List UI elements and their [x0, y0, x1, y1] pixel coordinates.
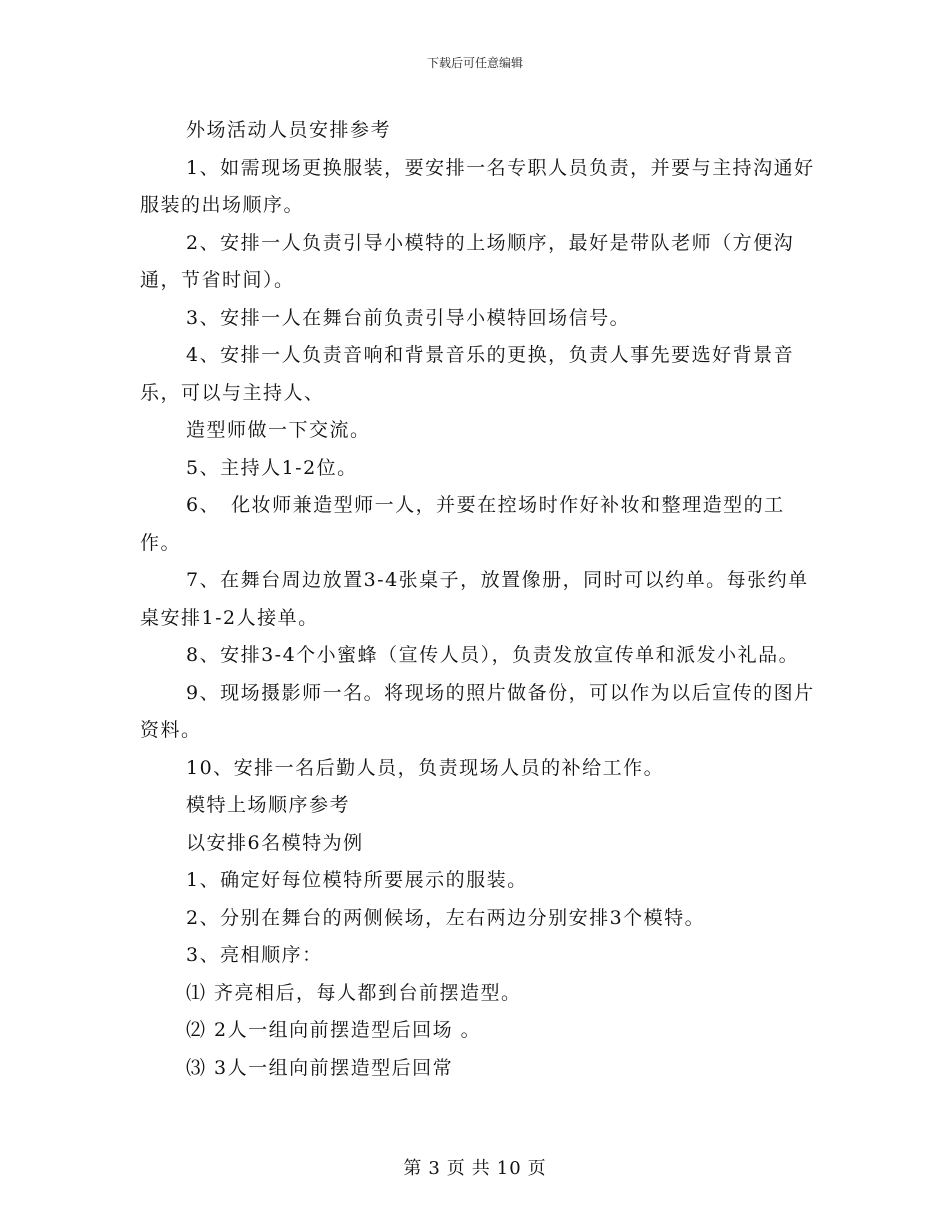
paragraph-item-2: 2、安排一人负责引导小模特的上场顺序，最好是带队老师（方便沟通，节省时间）。	[140, 231, 795, 291]
paragraph-subitem-1: ⑴ 齐亮相后，每人都到台前摆造型。	[186, 981, 522, 1004]
footer-total-word: 共	[471, 1158, 491, 1179]
footer-suffix: 页	[527, 1158, 547, 1179]
paragraph-item-3: 3、安排一人在舞台前负责引导小模特回场信号。	[186, 306, 631, 329]
footer-page-word: 页	[446, 1158, 466, 1179]
paragraph-item-4: 4、安排一人负责音响和背景音乐的更换，负责人事先要选好背景音乐，可以与主持人、	[140, 344, 795, 404]
paragraph-subitem-3: ⑶ 3人一组向前摆造型后回常	[186, 1056, 454, 1079]
paragraph-example-intro: 以安排6名模特为例	[186, 831, 364, 854]
paragraph-item-8: 8、安排3-4个小蜜蜂（宣传人员），负责发放宣传单和派发小礼品。	[186, 644, 800, 666]
footer-prefix: 第	[403, 1158, 423, 1179]
page-header: 下载后可任意编辑	[426, 56, 523, 70]
page-footer	[0, 1154, 950, 1180]
paragraph-order-3: 3、亮相顺序：	[186, 944, 323, 966]
section-title-staffing: 外场活动人员安排参考	[186, 119, 392, 141]
paragraph-order-2: 2、分别在舞台的两侧候场，左右两边分别安排3个模特。	[186, 906, 706, 929]
paragraph-item-6: 6、 化妆师兼造型师一人，并要在控场时作好补妆和整理造型的工作。	[140, 494, 785, 554]
paragraph-item-5: 5、主持人1-2位。	[186, 456, 358, 479]
footer-total-pages: 10	[496, 1158, 522, 1179]
document-body	[140, 112, 820, 1087]
paragraph-order-1: 1、确定好每位模特所要展示的服装。	[186, 869, 528, 891]
footer-current-page: 3	[428, 1158, 441, 1179]
paragraph-item-10: 10、安排一名后勤人员，负责现场人员的补给工作。	[186, 756, 665, 779]
paragraph-item-7: 7、在舞台周边放置3-4张桌子，放置像册，同时可以约单。每张约单桌安排1-2人接单。	[140, 569, 809, 629]
paragraph-item-1: 1、如需现场更换服装，要安排一名专职人员负责，并要与主持沟通好服装的出场顺序。	[140, 156, 815, 216]
paragraph-item-9: 9、现场摄影师一名。将现场的照片做备份，可以作为以后宣传的图片资料。	[140, 681, 815, 741]
section-title-model-order: 模特上场顺序参考	[186, 794, 351, 816]
paragraph-item-4-continued: 造型师做一下交流。	[186, 419, 371, 441]
paragraph-subitem-2: ⑵ 2人一组向前摆造型后回场 。	[186, 1019, 482, 1041]
